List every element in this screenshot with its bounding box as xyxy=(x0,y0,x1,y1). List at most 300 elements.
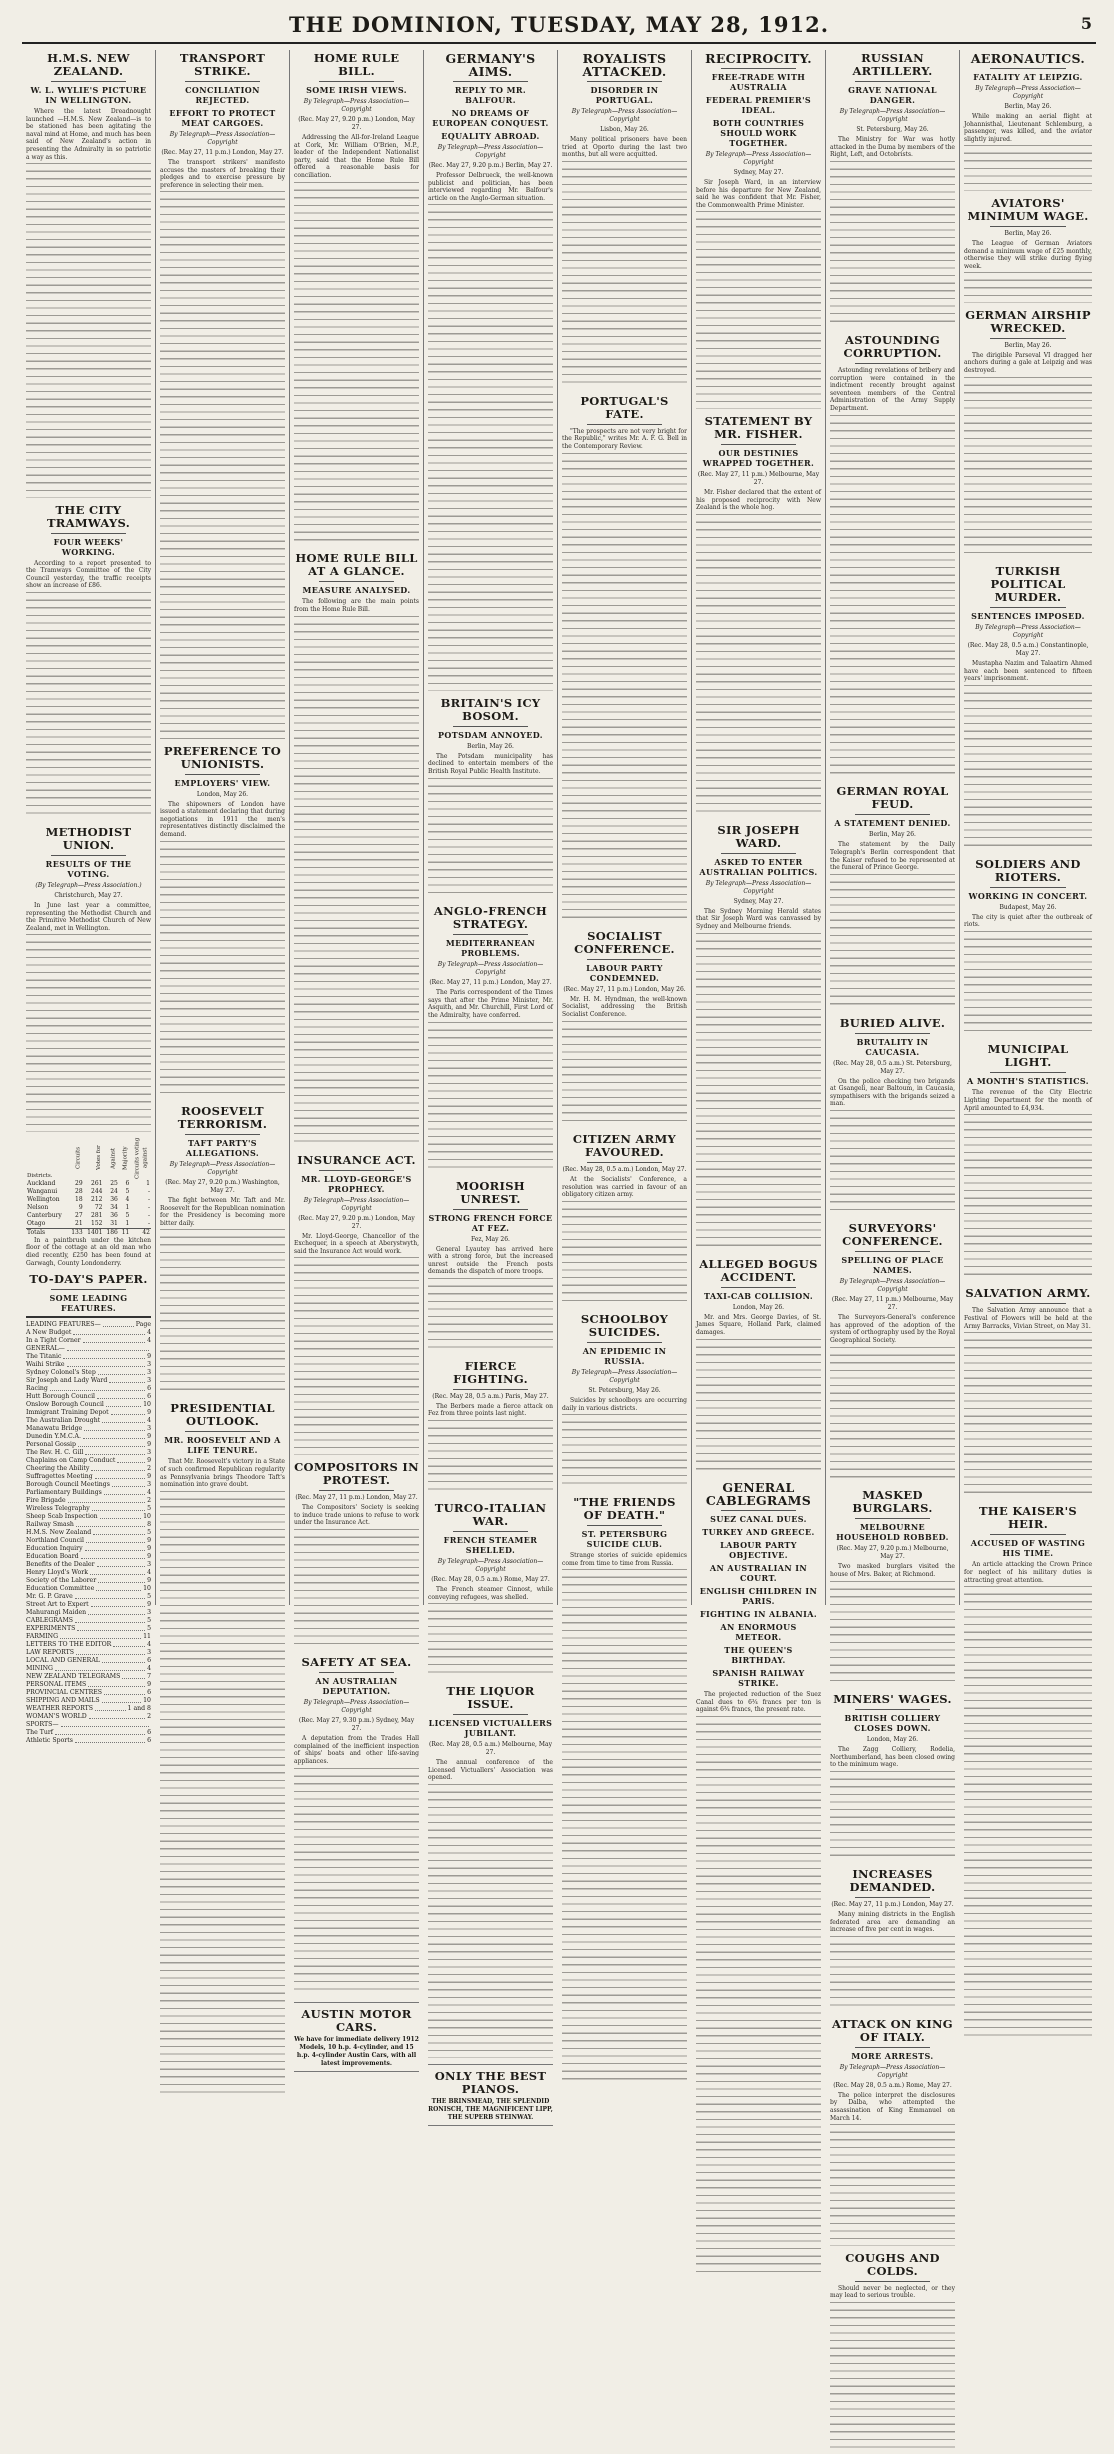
toc-leader xyxy=(103,1321,134,1327)
article-text-lines xyxy=(830,2124,955,2246)
toc-entry xyxy=(26,1417,151,1425)
headline-rule xyxy=(319,1170,394,1171)
table-cell: Auckland xyxy=(27,1179,56,1187)
article xyxy=(428,1180,553,1354)
article-dateline: (Rec. May 27, 11 p.m.) London, May 27. xyxy=(295,1493,418,1501)
toc-leader xyxy=(67,1361,146,1367)
toc-entry xyxy=(26,1329,151,1337)
toc-leader xyxy=(111,1409,145,1415)
article-text-lines xyxy=(26,592,151,820)
column-4 xyxy=(424,50,558,2121)
toc-leader xyxy=(76,1649,145,1655)
column-8 xyxy=(960,50,1096,1605)
article-subhead: SOME LEADING FEATURES. xyxy=(49,1293,128,1314)
toc-feature: Cheering the Ability xyxy=(26,1465,90,1473)
toc-page: 10 xyxy=(143,1513,151,1521)
table-cell: 212 xyxy=(91,1195,103,1203)
article xyxy=(964,565,1092,852)
article-subhead: WORKING IN CONCERT. xyxy=(968,890,1088,901)
toc-page: 8 xyxy=(147,1521,151,1529)
article-subhead: LICENSED VICTUALLERS JUBILANT. xyxy=(428,1718,553,1739)
headline-rule xyxy=(453,1531,528,1532)
article-lead: The Potsdam municipality has declined to entertain members of the British Royal Public Health Institute. xyxy=(428,752,553,775)
article-body xyxy=(160,801,285,839)
table-row xyxy=(26,1180,151,1188)
article-body xyxy=(562,1397,687,1412)
article-byline: By Telegraph—Press Association—Copyright xyxy=(839,2063,946,2079)
article-headline: PORTUGAL'S FATE. xyxy=(580,393,669,421)
article-text-lines xyxy=(428,1278,553,1354)
article-dateline: St. Petersburg, May 26. xyxy=(856,126,929,133)
toc-feature: The Titanic xyxy=(26,1353,62,1361)
toc-feature: The Australian Drought xyxy=(26,1417,101,1425)
article-text-lines xyxy=(830,1771,955,1862)
article xyxy=(964,52,1092,191)
article-subhead: AN AUSTRALIAN DEPUTATION. xyxy=(315,1676,398,1697)
toc-page: 9 xyxy=(147,1601,151,1609)
article-text-lines xyxy=(830,161,955,328)
article-lead: While making an aerial flight at Johannisthal, Lieutenant Schlemburg, a passenger, was killed, and the aviator slightly injured. xyxy=(964,113,1092,143)
article-lead: Mr. H. M. Hyndman, the well-known Socialist, addressing the British Socialist Conference. xyxy=(562,995,687,1018)
article-byline: By Telegraph—Press Association—Copyright xyxy=(169,1160,276,1176)
article-body xyxy=(964,240,1092,270)
headline-rule xyxy=(721,1510,796,1511)
toc-page: 9 xyxy=(147,1553,151,1561)
article-lead: The Sydney Morning Herald states that Sir Joseph Ward was canvassed by Sydney and Melbourne friends. xyxy=(696,907,821,930)
article-body xyxy=(160,1197,285,1227)
article-headline: TURCO-ITALIAN WAR. xyxy=(434,1501,547,1529)
article-text-lines xyxy=(964,377,1092,559)
article-lead: The following are the main points from the Home Rule Bill. xyxy=(294,598,419,613)
toc-entry xyxy=(26,1609,151,1617)
article-subhead: FOUR WEEKS' WORKING. xyxy=(53,536,124,557)
article-dateline: Berlin, May 26. xyxy=(869,831,916,839)
article xyxy=(294,552,419,1147)
toc-page: 3 xyxy=(147,1481,151,1489)
article-headline: THE CITY TRAMWAYS. xyxy=(46,502,131,530)
toc-entry xyxy=(26,1497,151,1505)
article xyxy=(964,197,1092,303)
article-lead: Mr. Lloyd-George, Chancellor of the Exchequer, in a speech at Aberystwyth, said the Insurance Act would work. xyxy=(294,1232,419,1255)
article-subhead: EFFORT TO PROTECT MEAT CARGOES. xyxy=(169,108,276,128)
article-headline: TRANSPORT STRIKE. xyxy=(179,51,266,78)
table-cell: 72 xyxy=(94,1203,103,1211)
article xyxy=(964,309,1092,559)
table-header: Districts. xyxy=(27,1172,53,1179)
article-dateline: (Rec. May 28, 0.5 a.m.) Rome, May 27. xyxy=(833,2081,952,2089)
article-body xyxy=(830,2285,955,2300)
article xyxy=(160,1402,285,2098)
article-body xyxy=(964,1561,1092,1584)
toc-page: 10 xyxy=(143,1585,151,1593)
toc-entry xyxy=(26,1537,151,1545)
toc-feature: Onslow Borough Council xyxy=(26,1401,104,1409)
article xyxy=(26,504,151,820)
toc-page: 5 xyxy=(147,1617,151,1625)
toc-page: 6 xyxy=(147,1385,151,1393)
toc-page: 9 xyxy=(147,1545,151,1553)
toc-feature: Athletic Sports xyxy=(26,1737,73,1745)
toc-page: 6 xyxy=(147,1729,151,1737)
article-dateline: Lisbon, May 26. xyxy=(600,126,649,133)
toc-feature: Fire Brigade xyxy=(26,1497,66,1505)
toc-feature: FARMING xyxy=(26,1633,59,1641)
article-text-lines xyxy=(294,1529,419,1651)
toc-leader xyxy=(75,1737,145,1743)
article xyxy=(562,1496,687,2086)
article-headline: "THE FRIENDS OF DEATH." xyxy=(573,1495,676,1523)
toc-leader xyxy=(88,1681,145,1687)
article-byline: By Telegraph—Press Association—Copyright xyxy=(303,1196,410,1212)
article-lead: In June last year a committee, representing the Methodist Church and the Primitive Methodist Church of New Zealand, met in Wellington. xyxy=(26,901,151,932)
toc-leader xyxy=(112,1481,145,1487)
headline-rule xyxy=(990,607,1067,608)
article-text-lines xyxy=(964,145,1092,191)
article-subhead: MORE ARRESTS. xyxy=(851,2050,934,2061)
toc-page: 9 xyxy=(147,1441,151,1449)
article-body xyxy=(562,1552,687,1567)
table-cell: 261 xyxy=(91,1179,103,1187)
article xyxy=(830,1693,955,1862)
toc-page: 9 xyxy=(147,1457,151,1465)
article-headline: SIR JOSEPH WARD. xyxy=(717,822,800,850)
article-lead: That Mr. Roosevelt's victory in a State of such confirmed Republican regularity as Pennsylvania brings Theodore Taft's nomination into grave doubt. xyxy=(160,1458,285,1489)
toc-page: 4 xyxy=(147,1489,151,1497)
toc-entry xyxy=(26,1625,151,1633)
article-text-lines xyxy=(964,272,1092,302)
article-text-lines xyxy=(294,1257,419,1455)
headline-rule xyxy=(855,814,930,815)
table-cell: 4 xyxy=(125,1195,130,1203)
toc-feature: Suffragettes Meeting xyxy=(26,1473,93,1481)
article-text-lines xyxy=(294,182,419,547)
table-row xyxy=(26,1212,151,1220)
article-headline: PRESIDENTIAL OUTLOOK. xyxy=(170,1401,275,1429)
toc-entry xyxy=(26,1369,151,1377)
toc-entry xyxy=(26,1465,151,1473)
column-5 xyxy=(558,50,692,1605)
article-subhead: ST. PETERSBURG SUICIDE CLUB. xyxy=(581,1529,668,1550)
toc-leader xyxy=(98,1369,145,1375)
table-cell: Wellington xyxy=(27,1195,60,1203)
article-text-lines xyxy=(160,1229,285,1396)
toc-feature: LEADING FEATURES— xyxy=(26,1321,101,1329)
table-cell: 24 xyxy=(110,1187,118,1195)
voting-table xyxy=(26,1136,151,1237)
toc-leader xyxy=(78,1441,145,1447)
table-row xyxy=(26,1204,151,1212)
table-header: Majority xyxy=(122,1146,129,1170)
toc-rule xyxy=(26,1316,151,1318)
toc-feature: SPORTS— xyxy=(26,1721,59,1729)
article-subhead: OUR DESTINIES WRAPPED TOGETHER. xyxy=(702,447,815,468)
article xyxy=(26,1273,151,1745)
toc-page: 2 xyxy=(147,1497,151,1505)
toc-leader xyxy=(109,1377,145,1383)
article-dateline: St. Petersburg, May 26. xyxy=(588,1387,661,1395)
toc-leader xyxy=(113,1641,145,1647)
article-subhead: BRUTALITY IN CAUCASIA. xyxy=(856,1036,929,1057)
article-subhead: TAXI-CAB COLLISION. xyxy=(703,1290,814,1301)
headline-rule xyxy=(319,1490,394,1491)
article-headline: SURVEYORS' CONFERENCE. xyxy=(842,1221,943,1249)
headline-rule xyxy=(990,338,1067,339)
article-subhead: ENGLISH CHILDREN IN PARIS. xyxy=(699,1586,818,1607)
table-cell: - xyxy=(147,1219,150,1227)
toc-entry xyxy=(26,1425,151,1433)
toc-entry xyxy=(26,1601,151,1609)
headline-rule xyxy=(453,81,528,82)
article-body xyxy=(830,136,955,159)
article-lead: The Berbers made a fierce attack on Fez from three points last night. xyxy=(428,1402,553,1418)
article-text-lines xyxy=(696,1716,821,2278)
article-text-lines xyxy=(160,1491,285,2099)
article-lead: Many mining districts in the English federated area are demanding an increase of five per cent in wages. xyxy=(830,1910,955,1934)
table-cell: 5 xyxy=(125,1211,130,1219)
article-text-lines xyxy=(562,453,687,924)
headline-rule xyxy=(990,68,1067,69)
article-lead: The Paris correspondent of the Times says that after the Prime Minister, Mr. Asquith, and Mr. Churchill, First Lord of the Admiralty, have conferred. xyxy=(428,989,553,1019)
toc-feature: Wireless Telegraphy xyxy=(26,1505,90,1513)
article-byline: By Telegraph—Press Association—Copyright xyxy=(705,151,812,166)
article-body xyxy=(696,908,821,931)
toc-feature: Manawatu Bridge xyxy=(26,1425,83,1433)
article-text-lines xyxy=(964,931,1092,1037)
toc-leader xyxy=(76,1521,145,1527)
article-lead: At the Socialists' Conference, a resolution was carried in favour of an obligatory citizen army. xyxy=(562,1175,687,1199)
article-byline: By Telegraph—Press Association—Copyright xyxy=(839,1278,946,1294)
toc-leader xyxy=(104,1489,145,1495)
headline-rule xyxy=(721,1287,796,1288)
toc-page: 4 xyxy=(147,1337,151,1345)
article-text-lines xyxy=(696,211,821,409)
article-lead: The French steamer Cinnost, while conveying refugees, was shelled. xyxy=(428,1586,553,1601)
article xyxy=(428,1360,553,1496)
article-subhead: BOTH COUNTRIES SHOULD WORK TOGETHER. xyxy=(712,118,805,148)
toc-leader xyxy=(102,1417,145,1423)
toc-page: Page xyxy=(135,1321,151,1329)
article-subhead: NO DREAMS OF EUROPEAN CONQUEST. xyxy=(432,108,549,128)
toc-page: 9 xyxy=(147,1577,151,1585)
toc-feature: NEW ZEALAND TELEGRAMS xyxy=(26,1673,121,1681)
article-body xyxy=(964,352,1092,375)
toc-page: 10 xyxy=(143,1401,151,1409)
table-cell: 42 xyxy=(130,1228,151,1237)
toc-page: 2 xyxy=(147,1713,151,1721)
article xyxy=(294,1656,419,1995)
toc-leader xyxy=(84,1425,145,1431)
ad-text: AUSTIN MOTOR CARS. xyxy=(301,2006,412,2034)
toc-entry xyxy=(26,1545,151,1553)
toc-leader xyxy=(117,1457,145,1463)
article-lead: The police interpret the disclosures by Dalba, who attempted the assassination of King Emmanuel on March 14. xyxy=(830,2091,955,2122)
toc-page: 3 xyxy=(147,1361,151,1369)
toc-page: 9 xyxy=(147,1353,151,1361)
table-header: Circuits xyxy=(75,1146,82,1169)
article-byline: By Telegraph—Press Association—Copyright xyxy=(839,108,946,123)
article-dateline: (Rec. May 28, 0.5 a.m.) St. Petersburg, May 27. xyxy=(833,1059,952,1075)
article xyxy=(294,1154,419,1455)
article xyxy=(160,52,285,739)
article xyxy=(562,395,687,924)
toc-page: 3 xyxy=(147,1425,151,1433)
article-subhead: EMPLOYERS' VIEW. xyxy=(174,777,271,788)
toc-leader xyxy=(55,1665,145,1671)
headline-rule xyxy=(319,1672,394,1673)
toc-entry xyxy=(26,1321,151,1329)
article-subhead: DISORDER IN PORTUGAL. xyxy=(590,85,659,105)
article-body xyxy=(964,1089,1092,1112)
table-cell: 34 xyxy=(110,1203,118,1211)
toc-leader xyxy=(50,1385,145,1391)
headline-rule xyxy=(721,444,796,445)
article-body xyxy=(294,1504,419,1527)
article-lead: The Zagg Colliery, Rodelia, Northumberland, has been closed owing to the minimum wage. xyxy=(830,1746,955,1769)
toc-entry xyxy=(26,1377,151,1385)
article-dateline: (Rec. May 28, 0.5 a.m.) Rome, May 27. xyxy=(431,1576,550,1584)
toc-feature: Parliamentary Buildings xyxy=(26,1489,102,1497)
table-cell: 18 xyxy=(75,1195,83,1203)
toc-leader xyxy=(88,1609,145,1615)
page-number: 5 xyxy=(1080,14,1092,33)
article-lead: Where the latest Dreadnought launched —H.M.S. New Zealand—is to be stationed has been agitating the naval mind at Home, and much has been said of New Zealand's action in presenting the Admiralty in so patriotic a way as this. xyxy=(26,108,151,161)
article-body xyxy=(562,996,687,1019)
article-byline: By Telegraph—Press Association—Copyright xyxy=(705,879,812,895)
article-subhead: W. L. WYLIE'S PICTURE IN WELLINGTON. xyxy=(30,85,147,105)
article-dateline: (Rec. May 28, 0.5 a.m.) Constantinople, May 27. xyxy=(967,641,1089,657)
article-byline: By Telegraph—Press Association—Copyright xyxy=(437,961,544,977)
article-text-lines xyxy=(964,1332,1092,1499)
toc-page: 9 xyxy=(147,1473,151,1481)
toc-entry xyxy=(26,1641,151,1649)
table-cell: 1 xyxy=(125,1219,130,1227)
article xyxy=(294,1461,419,1650)
article-subhead: FIGHTING IN ALBANIA. xyxy=(699,1609,818,1620)
article xyxy=(696,1481,821,2278)
article-body xyxy=(428,1759,553,1782)
toc-feature: H.M.S. New Zealand xyxy=(26,1529,92,1537)
newspaper-columns xyxy=(22,50,1096,2300)
toc-page: 7 xyxy=(147,1673,151,1681)
headline-rule xyxy=(453,1389,528,1390)
toc-page: 4 xyxy=(147,1569,151,1577)
article-body xyxy=(428,753,553,776)
article xyxy=(428,1685,553,2057)
toc-entry xyxy=(26,1649,151,1657)
article-text-lines xyxy=(964,1586,1092,2042)
table-cell: Canterbury xyxy=(27,1211,62,1219)
toc-leader xyxy=(97,1561,145,1567)
toc-leader xyxy=(95,1705,126,1711)
table-cell: Nelson xyxy=(27,1203,49,1211)
toc-entry xyxy=(26,1393,151,1401)
toc-entry xyxy=(26,1513,151,1521)
article-body xyxy=(830,1911,955,1934)
article-dateline: (Rec. May 27, 9.20 p.m.) London, May 27. xyxy=(298,116,415,131)
article-lead: "The prospects are not very bright for the Republic," writes Mr. A. F. G. Bell in the Contemporary Review. xyxy=(562,427,687,450)
toc-entry xyxy=(26,1577,151,1585)
toc-leader xyxy=(60,1633,141,1639)
article-headline: HOME RULE BILL AT A GLANCE. xyxy=(295,551,418,579)
toc-leader xyxy=(98,1577,145,1583)
article-body xyxy=(696,1314,821,1337)
headline-rule xyxy=(855,2281,930,2282)
toc-feature: LAW REPORTS xyxy=(26,1649,74,1657)
table-cell: 36 xyxy=(110,1211,118,1219)
table-cell: 1 xyxy=(125,1203,130,1211)
article xyxy=(562,52,687,389)
article-tail-text: In a paintbrush under the kitchen floor of the cottage at an old man who died recently, £250 has been found at Garwagh, County Londonderry. xyxy=(26,1236,151,1267)
table-cell: 186 xyxy=(103,1228,118,1237)
article-headline: STATEMENT BY MR. FISHER. xyxy=(704,413,813,441)
toc-feature: PERSONAL ITEMS xyxy=(26,1681,87,1689)
article-subhead: TURKEY AND GREECE. xyxy=(702,1527,815,1538)
article-headline: MINERS' WAGES. xyxy=(833,1692,952,1707)
article-body xyxy=(562,1176,687,1199)
headline-rule xyxy=(319,81,394,82)
article-body xyxy=(830,1563,955,1578)
article-headline: H.M.S. NEW ZEALAND. xyxy=(47,51,130,78)
article xyxy=(696,824,821,1252)
article-body xyxy=(160,159,285,189)
toc-leader xyxy=(85,1449,145,1455)
article-dateline: (Rec. May 27, 9.20 p.m.) London, May 27. xyxy=(298,1214,415,1230)
article-lead: On the police checking two brigands at Gsangeli, near Baltoum, in Caucasia, sympathisers with the brigands seized a man. xyxy=(830,1077,955,1108)
table-cell: 152 xyxy=(91,1219,103,1227)
toc-feature: LOCAL AND GENERAL xyxy=(26,1657,100,1665)
headline-rule xyxy=(587,1525,662,1526)
toc-feature: Sydney Colonel's Step xyxy=(26,1369,96,1377)
toc-feature: The Turf xyxy=(26,1729,54,1737)
article-subhead: STRONG FRENCH FORCE AT FEZ. xyxy=(428,1212,553,1233)
article-body xyxy=(160,1458,285,1488)
article-subhead: MEASURE ANALYSED. xyxy=(302,585,411,596)
toc-leader xyxy=(68,1497,145,1503)
article-dateline: Berlin, May 26. xyxy=(1004,103,1052,110)
toc-leader xyxy=(89,1713,145,1719)
toc-entry xyxy=(26,1553,151,1561)
article-byline: By Telegraph—Press Association—Copyright xyxy=(975,623,1081,639)
toc-leader xyxy=(85,1545,145,1551)
article-body xyxy=(26,108,151,161)
article-headline: AVIATORS' MINIMUM WAGE. xyxy=(967,195,1089,223)
article-byline: By Telegraph—Press Association—Copyright xyxy=(303,98,410,113)
toc-entry xyxy=(26,1361,151,1369)
article-dateline: (Rec. May 27, 11 p.m.) Melbourne, May 27. xyxy=(831,1296,954,1312)
toc-entry xyxy=(26,1441,151,1449)
article-body xyxy=(294,1233,419,1256)
article xyxy=(830,1222,955,1483)
toc-entry xyxy=(26,1593,151,1601)
article-lead: The statement by the Daily Telegraph's Berlin correspondent that the Kaiser refused to be represented at the funeral of Prince George. xyxy=(830,841,955,872)
toc-leader xyxy=(81,1553,145,1559)
article xyxy=(830,1868,955,2012)
article-dateline: (Rec. May 27, 11 p.m.) London, May 27. xyxy=(161,149,284,156)
article-body xyxy=(830,367,955,413)
article-dateline: (Rec. May 27, 9.20 p.m.) Melbourne, May 27. xyxy=(836,1545,949,1561)
toc-entry xyxy=(26,1409,151,1417)
toc-entry xyxy=(26,1457,151,1465)
toc-feature: Personal Gossip xyxy=(26,1441,76,1449)
toc-page: 5 xyxy=(147,1625,151,1633)
article-body xyxy=(428,1246,553,1276)
toc-feature: WOMAN'S WORLD xyxy=(26,1713,87,1721)
headline-rule xyxy=(587,81,662,82)
article-text-lines xyxy=(830,1581,955,1687)
article-lead: Suicides by schoolboys are occurring daily in various districts. xyxy=(562,1397,687,1412)
article-lead: Mr. and Mrs. George Davies, of St. James Square, Holland Park, claimed damages. xyxy=(696,1313,821,1336)
article-text-lines xyxy=(830,874,955,1011)
